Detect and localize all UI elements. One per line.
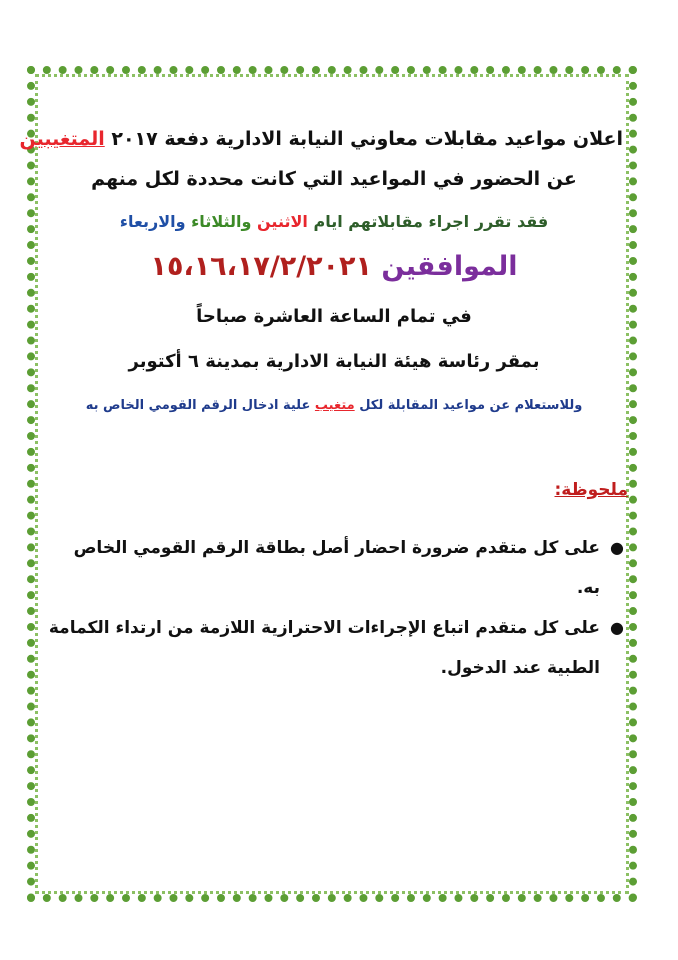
inquiry-prefix: وللاستعلام عن مواعيد المقابلة لكل bbox=[354, 398, 583, 413]
absentees-word: المتغيبين bbox=[19, 128, 105, 150]
announcement-subtitle: عن الحضور في المواعيد التي كانت محددة لكل منهم bbox=[91, 168, 577, 190]
interview-dates-line bbox=[45, 251, 623, 282]
note-item-text: على كل متقدم اتباع الإجراءات الاحترازية اللازمة من ارتداء الكمامة الطبية عند الدخول. bbox=[48, 618, 600, 678]
absentee-word: متغيب bbox=[314, 398, 355, 413]
bullet-icon: ● bbox=[610, 618, 624, 637]
day-monday: الاثنين bbox=[257, 212, 308, 231]
title-text: اعلان مواعيد مقابلات معاوني النيابة الادارية دفعة ٢٠١٧ bbox=[104, 128, 623, 150]
note-item-text: على كل متقدم ضرورة احضار أصل بطاقة الرقم القومي الخاص به. bbox=[73, 538, 600, 598]
note-list bbox=[46, 528, 626, 688]
interview-location: بمقر رئاسة هيئة النيابة الادارية بمدينة ٦ أكتوبر bbox=[128, 351, 540, 372]
inquiry-line bbox=[45, 398, 623, 413]
interview-dates: ١٥،١٦،١٧/٢/٢٠٢١ bbox=[150, 251, 372, 282]
announcement-body bbox=[19, 118, 623, 413]
interview-time: في تمام الساعة العاشرة صباحاً bbox=[196, 306, 472, 327]
interview-days-line bbox=[45, 212, 623, 231]
dates-label: الموافقين bbox=[372, 251, 518, 282]
interview-days-prefix: فقد تقرر اجراء مقابلاتهم ايام bbox=[307, 212, 549, 231]
announcement-title bbox=[19, 128, 623, 150]
note-title: ملحوظة: bbox=[554, 480, 628, 500]
bullet-icon: ● bbox=[610, 538, 624, 557]
note-item bbox=[46, 528, 626, 608]
day-wednesday: والاربعاء bbox=[119, 212, 186, 231]
day-tuesday: والثلاثاء bbox=[191, 212, 252, 231]
inquiry-suffix: علية ادخال الرقم القومي الخاص به bbox=[85, 398, 315, 413]
note-item bbox=[46, 608, 626, 688]
